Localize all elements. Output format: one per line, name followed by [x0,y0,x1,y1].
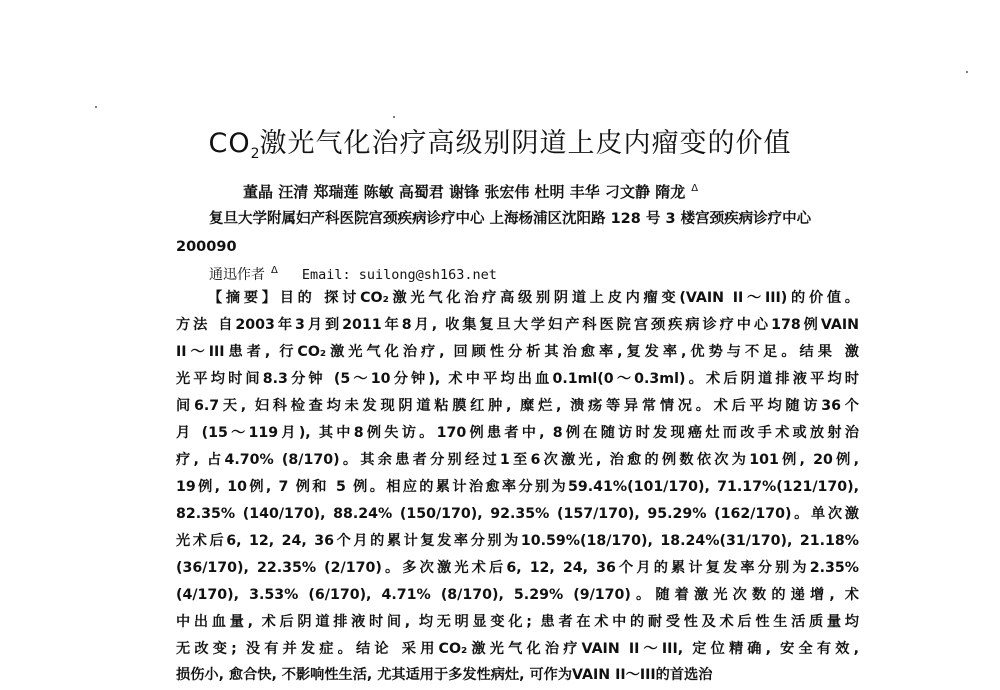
title-subscript: 2 [250,146,260,162]
abstract-line: 疗, 占4.70% (8/170)。其余患者分别经过1至6次激光, 治愈的例数依次为101例, 20例, [176,452,859,468]
abstract-line: (4/170), 3.53% (6/170), 4.71% (8/170), 5.29% (9/170)。随着激光次数的递增, 术 [176,587,859,603]
title-text: 激光气化治疗高级别阴道上皮内瘤变的价值 [259,128,792,159]
abstract-line: 光平均时间8.3分钟 (5～10分钟), 术中平均出血0.1ml(0～0.3ml)。术后阴道排液平均时 [176,371,859,387]
author-mark: Δ [691,183,699,194]
scan-speck [95,106,97,108]
contact-email: Email: suilong@sh163.net [301,267,497,283]
author-names: 董晶 汪清 郑瑞莲 陈敏 高蜀君 谢锋 张宏伟 杜明 丰华 刁文静 隋龙 [243,183,686,201]
corresponding-author [209,259,497,287]
abstract-line: 月 (15～119月), 其中8例失访。170例患者中, 8例在随访时发现癌灶而改手术或放射治 [176,425,859,441]
abstract-line: 82.35% (140/170), 88.24% (150/170), 92.35% (157/170), 95.29% (162/170)。单次激 [176,506,859,522]
contact-label: 通迅作者 [209,267,265,283]
scan-speck [966,71,968,73]
affiliation: 复旦大学附属妇产科医院宫颈疾病诊疗中心 上海杨浦区沈阳路 128 号 3 楼宫颈疾病诊疗中心 200090 [176,211,812,255]
abstract-line: 无改变; 没有并发症。结论 采用CO₂激光气化治疗VAIN II～III, 定位精确, 安全有效, [176,641,859,657]
abstract-line: II～III患者, 行CO₂激光气化治疗, 回顾性分析其治愈率,复发率,优势与不足。结果 激 [176,344,859,360]
abstract-line: 中出血量, 术后阴道排液时间, 均无明显变化; 患者在术中的耐受性及术后性生活质量均 [176,614,859,630]
abstract-line: 损伤小, 愈合快, 不影响性生活, 尤其适用于多发性病灶, 可作为VAIN II～III的首选治 [176,667,713,683]
contact-mark: Δ [271,265,278,276]
abstract-line: (36/170), 22.35% (2/170)。多次激光术后6, 12, 24, 36个月的累计复发率分别为2.35% [176,560,859,576]
abstract-line: 方法 自2003年3月到2011年8月, 收集复旦大学妇产科医院宫颈疾病诊疗中心178例VAIN [176,317,859,333]
scan-speck [393,116,395,118]
title-prefix: CO [208,128,251,159]
abstract-line: 光术后6, 12, 24, 36个月的累计复发率分别为10.59%(18/170), 18.24%(31/170), 21.18% [176,533,859,549]
abstract-line: 【摘要】目的 探讨CO₂激光气化治疗高级别阴道上皮内瘤变(VAIN II～III)的价值。 [208,290,859,306]
abstract-line: 间6.7天, 妇科检查均未发现阴道粘膜红肿, 糜烂, 溃疡等异常情况。术后平均随访36个 [176,398,859,414]
abstract-line: 19例, 10例, 7 例和 5 例。相应的累计治愈率分别为59.41%(101/170), 71.17%(121/170), [176,479,859,495]
author-list [243,177,883,204]
article-title [0,124,1000,174]
